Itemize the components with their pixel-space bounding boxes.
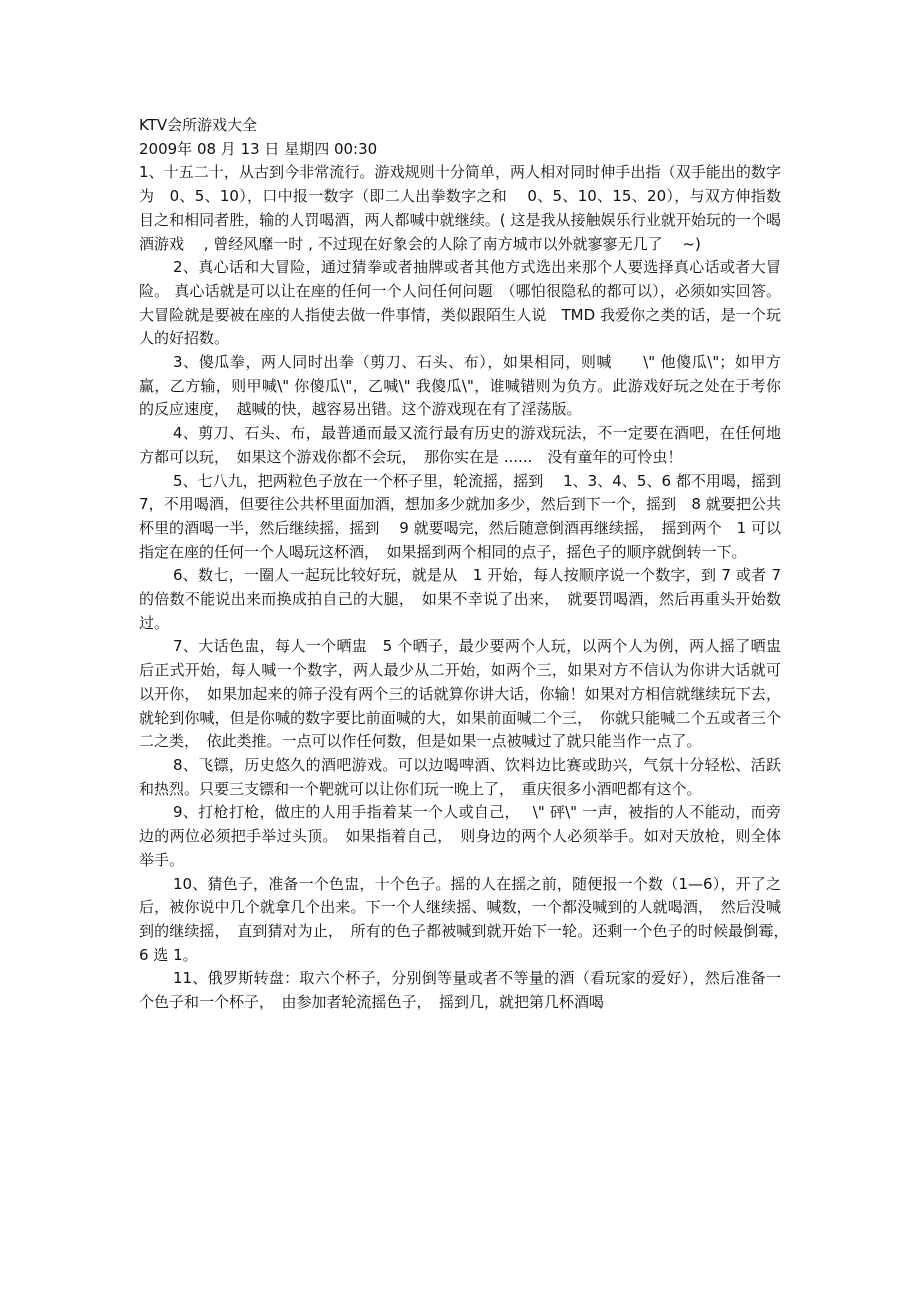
document-date: 2009年 08 月 13 日 星期四 00:30 (139, 139, 378, 158)
document-page (139, 114, 801, 1015)
paragraph-4: 4、剪刀、石头、布，最普通而最又流行最有历史的游戏玩法，不一定要在酒吧，在任何地方都可以玩， 如果这个游戏你都不会玩， 那你实在是 ...... 没有童年的可怜虫！ (139, 424, 781, 466)
paragraph-7: 7、大话色盅，每人一个晒盅 5 个晒子，最少要两个人玩，以两个人为例，两人摇了晒盅后正式开始，每人喊一个数字，两人最少从二开始，如两个三，如果对方不信认为你讲大话就可以开你， 如果加起来的筛子没有两个三的话就算你讲大话，你输！如果对方相信就继续玩下去，就轮到你喊，但是你喊的数字要比前面喊的大，如果前面喊二个三， 你就只能喊二个五或者三个二之类， 依此类推。一点可以作任何数，但是如果一点被喊过了就只能当作一点了。 (139, 637, 781, 751)
paragraph-11: 11、俄罗斯转盘：取六个杯子，分别倒等量或者不等量的酒（看玩家的爱好），然后准备一个色子和一个杯子， 由参加者轮流摇色子， 摇到几，就把第几杯酒喝 (139, 969, 781, 1012)
paragraph-3: 3、傻瓜拳，两人同时出拳（剪刀、石头、布），如果相同，则喊 \" 他傻瓜\"；如甲方赢，乙方输，则甲喊\" 你傻瓜\"，乙喊\" 我傻瓜\"，谁喊错则为负方。此游戏好玩之处在于考你的反应速度， 越喊的快，越容易出错。这个游戏现在有了淫荡版。 (139, 353, 781, 419)
paragraph-5: 5、七八九，把两粒色子放在一个杯子里，轮流摇，摇到 1、3、4、5、6 都不用喝，摇到 7，不用喝酒，但要往公共杯里面加酒，想加多少就加多少，然后到下一个，摇到 8 就要把公共杯里的酒喝一半，然后继续摇，摇到 9 就要喝完，然后随意倒酒再继续摇， 摇到两个 1 可以指定在座的任何一个人喝玩这杯酒， 如果摇到两个相同的点子，摇色子的顺序就倒转一下。 (139, 471, 797, 561)
document-title: KTV会所游戏大全 (139, 116, 258, 134)
paragraph-2: 2、真心话和大冒险，通过猜拳或者抽牌或者其他方式选出来那个人要选择真心话或者大冒险。 真心话就是可以让在座的任何一个人问任何问题 （哪怕很隐私的都可以），必须如实回答。大冒险就是要被在座的人指使去做一件事情，类似跟陌生人说 TMD 我爱你之类的话，是一个玩人的好招数。 (139, 258, 781, 348)
paragraph-1: 1、十五二十，从古到今非常流行。游戏规则十分简单，两人相对同时伸手出指（双手能出的数字为 0、5、10），口中报一数字（即二人出拳数字之和 0、5、10、15、20），与双方伸指数目之和相同者胜，输的人罚喝酒，两人都喊中就继续。( 这是我从接触娱乐行业就开始玩的一个喝酒游戏 , 曾经风靡一时 , 不过现在好象会的人除了南方城市以外就寥寥无几了 ~) (139, 163, 781, 253)
paragraph-10: 10、猜色子，准备一个色盅，十个色子。摇的人在摇之前，随便报一个数（1—6），开了之后，被你说中几个就拿几个出来。下一个人继续摇、喊数，一个都没喊到的人就喝酒， 然后没喊到的继续摇， 直到猜对为止， 所有的色子都被喊到就开始下一轮。还剩一个色子的时候最倒霉， 6 选 1。 (139, 874, 801, 964)
paragraph-9: 9、打枪打枪，做庄的人用手指着某一个人或自己， \" 砰\" 一声，被指的人不能动，而旁边的两位必须把手举过头顶。 如果指着自己， 则身边的两个人必须举手。如对天放枪，则全体举手。 (139, 803, 781, 869)
paragraph-8: 8、飞镖，历史悠久的酒吧游戏。可以边喝啤酒、饮料边比赛或助兴，气氛十分轻松、活跃和热烈。只要三支镖和一个靶就可以让你们玩一晚上了， 重庆很多小酒吧都有这个。 (139, 755, 781, 798)
paragraph-6: 6、数七，一圈人一起玩比较好玩，就是从 1 开始，每人按顺序说一个数字，到 7 或者 7 的倍数不能说出来而换成拍自己的大腿， 如果不幸说了出来， 就要罚喝酒，然后再重头开始数过。 (139, 566, 781, 632)
